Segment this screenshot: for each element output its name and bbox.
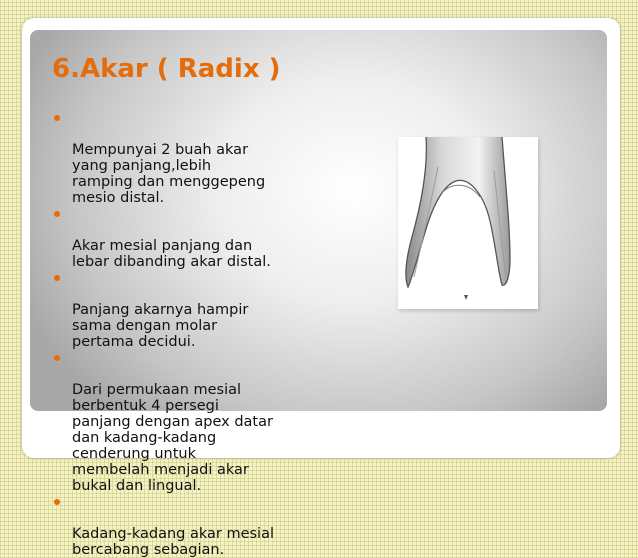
bullet-list	[54, 110, 324, 558]
bullet-item	[54, 206, 324, 270]
tooth-image	[398, 137, 538, 309]
bullet-item	[54, 350, 324, 494]
bullet-dot-icon	[54, 499, 60, 505]
tooth-roots-illustration	[398, 137, 538, 309]
bullet-text: Dari permukaan mesial berbentuk 4 persegi panjang dengan apex datar dan kadang-kadang cenderung untuk membelah menjadi akar bukal dan lingual.	[72, 382, 273, 494]
bullet-text: Panjang akarnya hampir sama dengan molar pertama decidui.	[72, 302, 249, 350]
bullet-item	[54, 270, 324, 350]
bullet-item	[54, 494, 324, 558]
bullet-dot-icon	[54, 211, 60, 217]
bullet-text: Mempunyai 2 buah akar yang panjang,lebih ramping dan menggepeng mesio distal.	[72, 142, 266, 206]
slide-title: 6.Akar ( Radix )	[52, 54, 281, 84]
bullet-item	[54, 110, 324, 206]
bullet-dot-icon	[54, 275, 60, 281]
bullet-dot-icon	[54, 115, 60, 121]
bullet-text: Kadang-kadang akar mesial bercabang sebagian.	[72, 526, 275, 558]
bullet-text: Akar mesial panjang dan lebar dibanding akar distal.	[72, 238, 271, 270]
bullet-dot-icon	[54, 355, 60, 361]
